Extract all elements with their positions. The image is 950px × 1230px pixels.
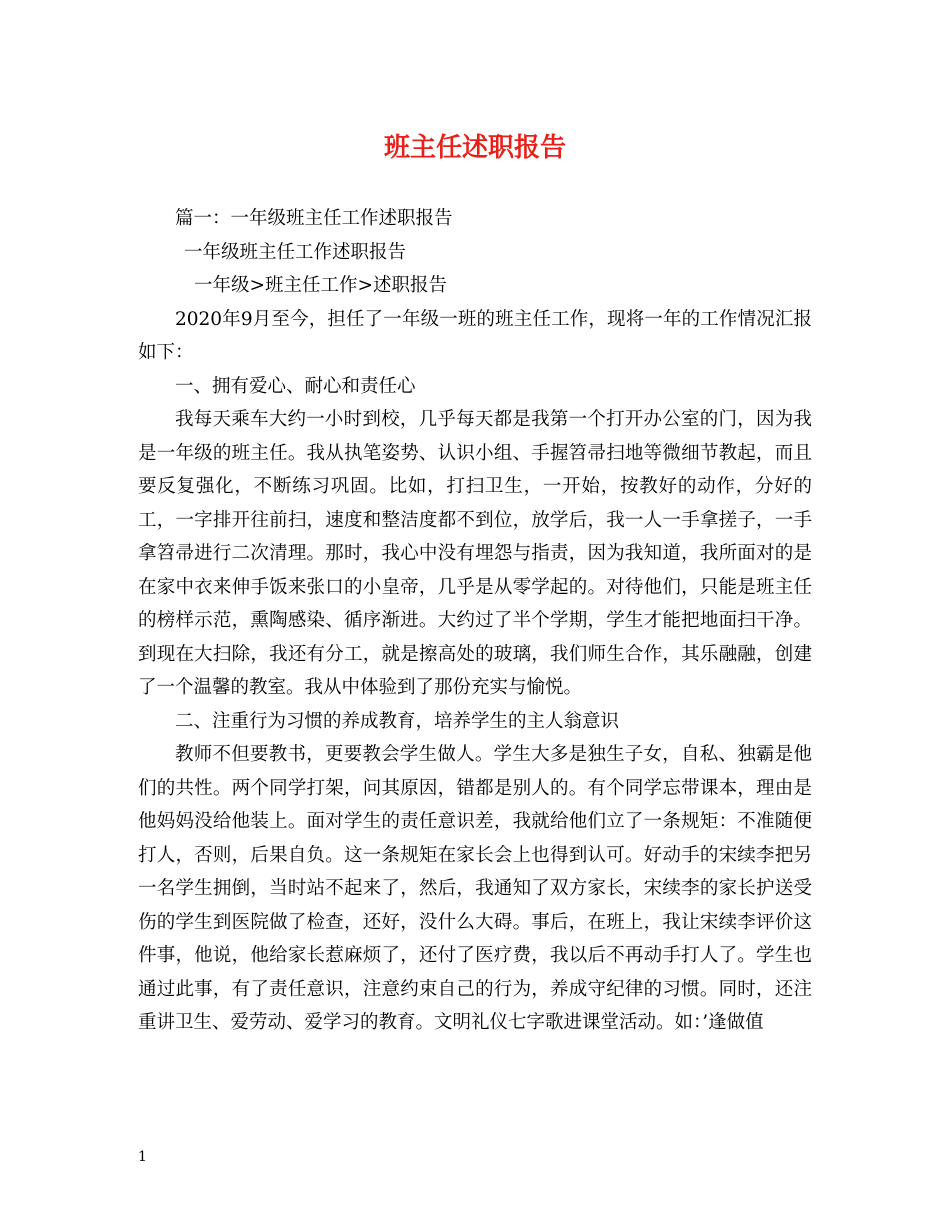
- paragraph-body-2: 教师不但要教书，更要教会学生做人。学生大多是独生子女，自私、独霸是他们的共性。两个同学打架，问其原因，错都是别人的。有个同学忘带课本，理由是他妈妈没给他装上。面对学生的责任意识差，我就给他们立了一条规矩：不准随便打人，否则，后果自负。这一条规矩在家长会上也得到认可。好动手的宋续李把另一名学生拥倒，当时站不起来了，然后，我通知了双方家长，宋续李的家长护送受伤的学生到医院做了检查，还好，没什么大碍。事后，在班上，我让宋续李评价这件事，他说，他给家长惹麻烦了，还付了医疗费，我以后不再动手打人了。学生也通过此事，有了责任意识，注意约束自己的行为，养成守纪律的习惯。同时，还注重讲卫生、爱劳动、爱学习的教育。文明礼仪七字歌进课堂活动。如：’逢做值: [138, 744, 812, 1033]
- document-body: [138, 202, 812, 1040]
- paragraph-body-1: 我每天乘车大约一小时到校，几乎每天都是我第一个打开办公室的门，因为我是一年级的班主任。我从执笔姿势、认识小组、手握笤帚扫地等微细节教起，而且要反复强化，不断练习巩固。比如，打扫卫生，一开始，按教好的动作，分好的工，一字排开往前扫，速度和整洁度都不到位，放学后，我一人一手拿搓子，一手拿笤帚进行二次清理。那时，我心中没有埋怨与指责，因为我知道，我所面对的是在家中衣来伸手饭来张口的小皇帝，几乎是从零学起的。对待他们，只能是班主任的榜样示范，熏陶感染、循序渐进。大约过了半个学期，学生才能把地面扫干净。到现在大扫除，我还有分工，就是擦高处的玻璃，我们师生合作，其乐融融，创建了一个温馨的教室。我从中体验到了那份充实与愉悦。: [138, 409, 812, 698]
- paragraph-heading-2: 二、注重行为习惯的养成教育，培养学生的主人翁意识: [175, 710, 620, 732]
- paragraph-intro: 2020年9月至今，担任了一年级一班的班主任工作，现将一年的工作情况汇报如下：: [138, 308, 812, 363]
- page-number: 1: [138, 1149, 147, 1165]
- paragraph-heading-1: 一、拥有爱心、耐心和责任心: [175, 375, 416, 397]
- section-heading: 篇一：一年级班主任工作述职报告: [175, 208, 453, 229]
- document-title: 班主任述职报告: [383, 133, 566, 163]
- report-heading: 一年级班主任工作述职报告: [184, 241, 407, 263]
- report-subheading: 一年级>班主任工作>述职报告: [194, 275, 448, 296]
